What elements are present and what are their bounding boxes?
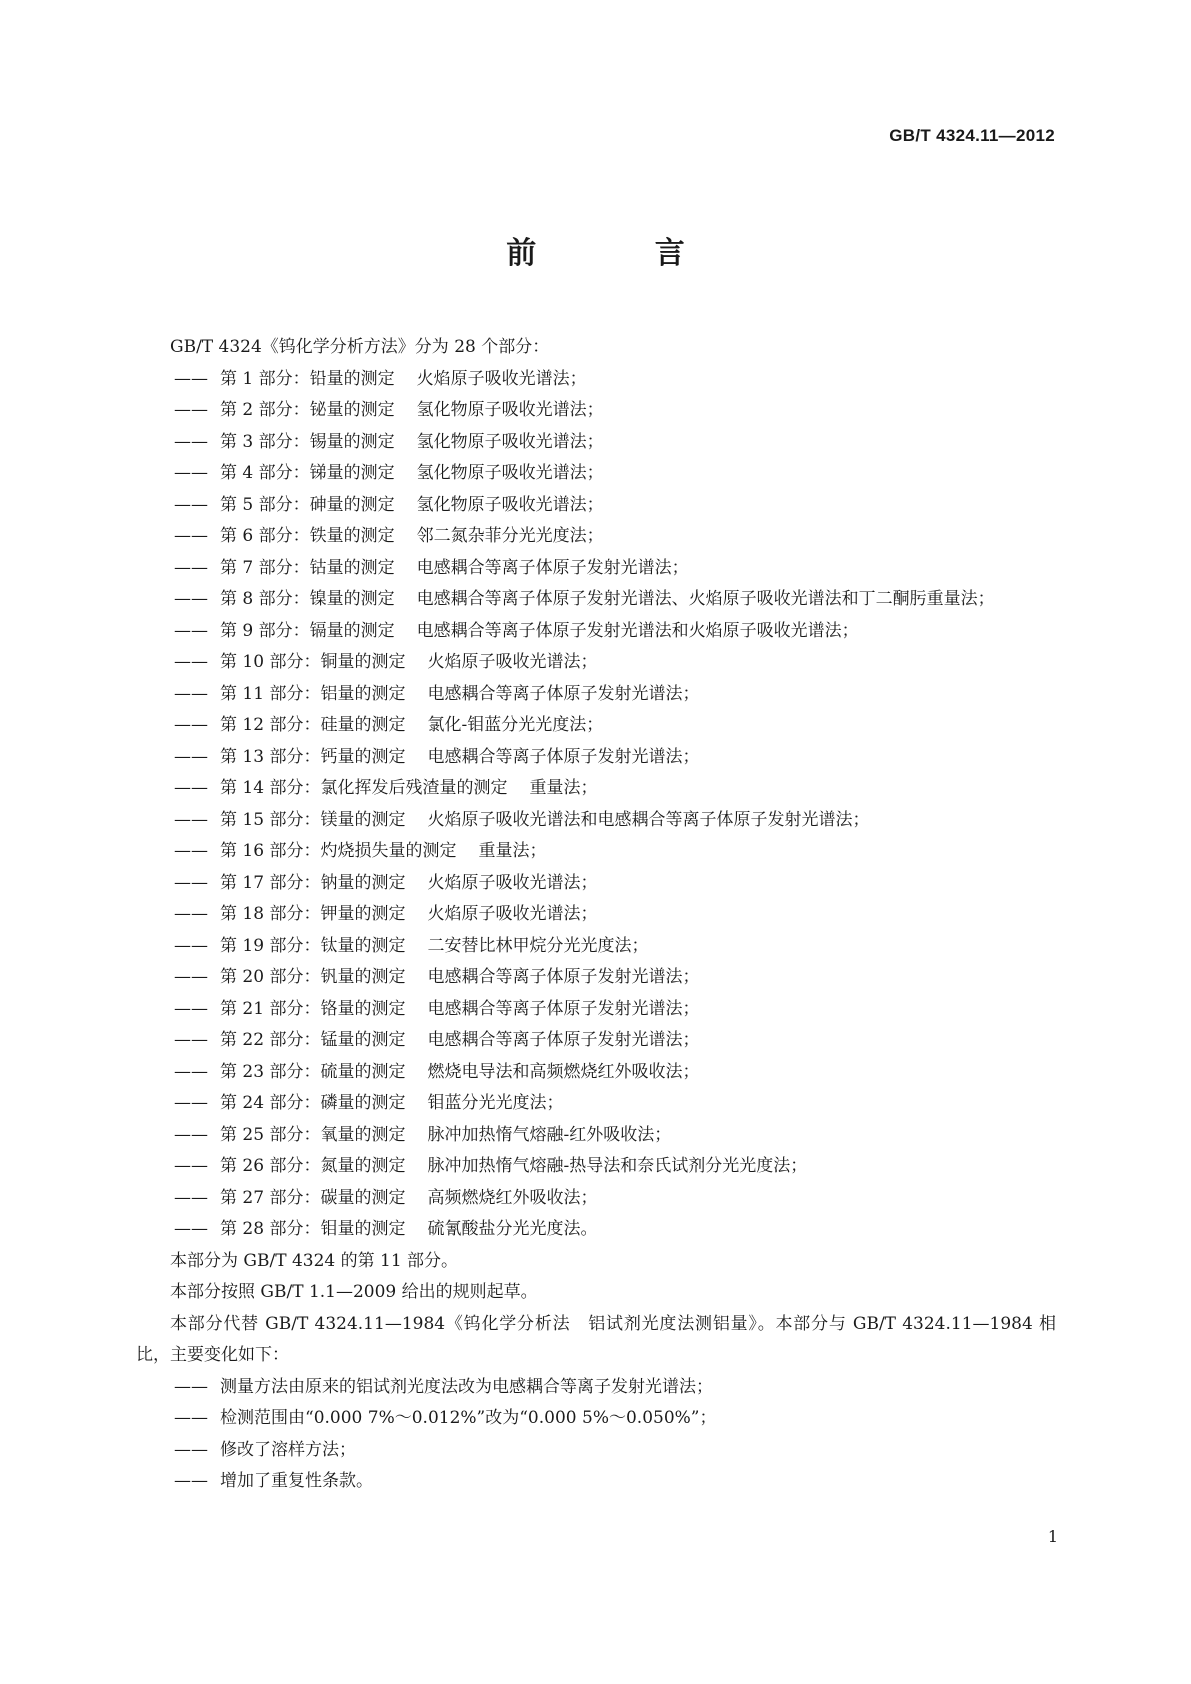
list-dash: —— [174, 589, 208, 609]
part-method: 电感耦合等离子体原子发射光谱法； [427, 683, 700, 704]
list-item [136, 584, 1056, 616]
list-dash: —— [174, 809, 208, 830]
list-dash: —— [174, 431, 208, 452]
list-item [136, 553, 1056, 585]
list-item [136, 1088, 1056, 1120]
change-text: 测量方法由原来的铝试剂光度法改为电感耦合等离子发射光谱法； [220, 1376, 713, 1397]
part-label: 第 26 部分：氮量的测定 [220, 1156, 406, 1176]
part-method: 氢化物原子吸收光谱法； [416, 494, 604, 515]
list-dash: —— [174, 652, 208, 672]
standard-number: GB/T 4324.11—2012 [889, 126, 1055, 145]
list-item [136, 742, 1056, 774]
list-dash: —— [174, 715, 208, 735]
part-label: 第 23 部分：硫量的测定 [220, 1061, 406, 1082]
part-label: 第 16 部分：灼烧损失量的测定 [220, 841, 457, 861]
part-label: 第 13 部分：钙量的测定 [220, 746, 406, 767]
change-text: 修改了溶样方法； [220, 1439, 356, 1460]
part-method: 电感耦合等离子体原子发射光谱法； [427, 998, 700, 1019]
list-item [136, 994, 1056, 1026]
part-method: 硫氰酸盐分光光度法。 [427, 1219, 598, 1239]
list-dash: —— [174, 1061, 208, 1082]
part-label: 第 25 部分：氧量的测定 [220, 1124, 406, 1145]
list-dash: —— [174, 1093, 208, 1113]
list-item [136, 647, 1056, 679]
list-item [136, 364, 1056, 396]
list-item [136, 836, 1056, 868]
list-dash: —— [174, 935, 208, 956]
part-method: 电感耦合等离子体原子发射光谱法； [427, 746, 700, 767]
list-dash: —— [174, 1030, 208, 1050]
list-dash: —— [174, 368, 208, 389]
list-dash: —— [174, 1124, 208, 1145]
part-method: 氢化物原子吸收光谱法； [416, 463, 604, 483]
part-label: 第 27 部分：碳量的测定 [220, 1187, 406, 1208]
part-label: 第 1 部分：铅量的测定 [220, 368, 395, 389]
list-item [136, 1057, 1056, 1089]
list-dash: —— [174, 1408, 208, 1428]
part-method: 邻二氮杂菲分光光度法； [416, 526, 604, 546]
changes-list [136, 1372, 1056, 1498]
list-dash: —— [174, 494, 208, 515]
intro-paragraph: GB/T 4324《钨化学分析方法》分为 28 个部分： [170, 337, 550, 357]
list-item [136, 427, 1056, 459]
part-method: 电感耦合等离子体原子发射光谱法和火焰原子吸收光谱法； [416, 620, 859, 641]
part-method: 脉冲加热惰气熔融-红外吸收法； [427, 1124, 672, 1145]
list-dash: —— [174, 1156, 208, 1176]
part-label: 第 8 部分：镍量的测定 [220, 589, 395, 609]
part-label: 第 14 部分：氯化挥发后残渣量的测定 [220, 778, 508, 798]
part-method: 燃烧电导法和高频燃烧红外吸收法； [427, 1061, 700, 1082]
part-method: 火焰原子吸收光谱法； [427, 904, 598, 924]
part-label: 第 22 部分：锰量的测定 [220, 1030, 406, 1050]
list-dash: —— [174, 778, 208, 798]
list-dash: —— [174, 746, 208, 767]
part-method: 重量法； [529, 778, 598, 798]
replaces-statement: 本部分代替 GB/T 4324.11—1984《钨化学分析法 铝试剂光度法测铝量》。本部分与 GB/T 4324.11—1984 相比，主要变化如下： [136, 1313, 1056, 1365]
list-dash: —— [174, 400, 208, 420]
list-item [136, 1435, 1056, 1467]
list-item [136, 1151, 1056, 1183]
list-dash: —— [174, 872, 208, 893]
list-item [136, 805, 1056, 837]
part-method: 火焰原子吸收光谱法和电感耦合等离子体原子发射光谱法； [427, 809, 870, 830]
list-item [136, 616, 1056, 648]
page-title: 前 言 [506, 236, 739, 271]
list-item [136, 1372, 1056, 1404]
list-item [136, 1183, 1056, 1215]
part-label: 第 19 部分：钛量的测定 [220, 935, 406, 956]
part-method: 电感耦合等离子体原子发射光谱法； [416, 557, 689, 578]
part-label: 第 28 部分：钼量的测定 [220, 1219, 406, 1239]
part-method: 氯化-钼蓝分光光度法； [427, 715, 604, 735]
part-label: 第 17 部分：钠量的测定 [220, 872, 406, 893]
list-item [136, 773, 1056, 805]
list-dash: —— [174, 998, 208, 1019]
list-item [136, 931, 1056, 963]
change-text: 增加了重复性条款。 [220, 1471, 373, 1491]
list-item [136, 868, 1056, 900]
part-method: 火焰原子吸收光谱法； [427, 652, 598, 672]
list-dash: —— [174, 841, 208, 861]
part-label: 第 21 部分：铬量的测定 [220, 998, 406, 1019]
list-dash: —— [174, 683, 208, 704]
list-dash: —— [174, 1219, 208, 1239]
part-label: 第 18 部分：钾量的测定 [220, 904, 406, 924]
part-label: 第 9 部分：镉量的测定 [220, 620, 395, 641]
part-method: 氢化物原子吸收光谱法； [416, 431, 604, 452]
list-item [136, 899, 1056, 931]
part-method: 高频燃烧红外吸收法； [427, 1187, 598, 1208]
list-item [136, 1466, 1056, 1498]
list-dash: —— [174, 1471, 208, 1491]
part-label: 第 5 部分：砷量的测定 [220, 494, 395, 515]
list-item [136, 1025, 1056, 1057]
list-dash: —— [174, 620, 208, 641]
part-label: 第 20 部分：钒量的测定 [220, 967, 406, 987]
list-item [136, 710, 1056, 742]
list-dash: —— [174, 526, 208, 546]
list-dash: —— [174, 1187, 208, 1208]
list-dash: —— [174, 967, 208, 987]
part-label: 第 6 部分：铁量的测定 [220, 526, 395, 546]
page-number: 1 [1047, 1527, 1058, 1546]
part-method: 氢化物原子吸收光谱法； [416, 400, 604, 420]
list-item [136, 490, 1056, 522]
document-body [136, 332, 1056, 1498]
part-label: 第 2 部分：铋量的测定 [220, 400, 395, 420]
part-method: 钼蓝分光光度法； [427, 1093, 564, 1113]
list-item [136, 1120, 1056, 1152]
part-method: 二安替比林甲烷分光光度法； [427, 935, 649, 956]
part-label: 第 7 部分：钴量的测定 [220, 557, 395, 578]
part-label: 第 11 部分：铝量的测定 [220, 683, 406, 704]
list-item [136, 679, 1056, 711]
part-method: 重量法； [478, 841, 547, 861]
part-label: 第 15 部分：镁量的测定 [220, 809, 406, 830]
list-dash: —— [174, 557, 208, 578]
part-method: 火焰原子吸收光谱法； [427, 872, 598, 893]
list-item [136, 458, 1056, 490]
part-method: 电感耦合等离子体原子发射光谱法； [427, 1030, 700, 1050]
part-method: 电感耦合等离子体原子发射光谱法； [427, 967, 700, 987]
parts-list [136, 364, 1056, 1246]
list-item [136, 521, 1056, 553]
list-dash: —— [174, 463, 208, 483]
drafting-rule-statement: 本部分按照 GB/T 1.1—2009 给出的规则起草。 [170, 1282, 538, 1302]
list-dash: —— [174, 904, 208, 924]
part-label: 第 24 部分：磷量的测定 [220, 1093, 406, 1113]
part-label: 第 3 部分：锡量的测定 [220, 431, 395, 452]
change-text: 检测范围由“0.000 7%～0.012%”改为“0.000 5%～0.050%”； [220, 1408, 717, 1428]
part-label: 第 12 部分：硅量的测定 [220, 715, 406, 735]
list-item [136, 1214, 1056, 1246]
list-item [136, 962, 1056, 994]
part-of-statement: 本部分为 GB/T 4324 的第 11 部分。 [170, 1250, 459, 1271]
part-method: 火焰原子吸收光谱法； [416, 368, 587, 389]
part-label: 第 10 部分：铜量的测定 [220, 652, 406, 672]
list-item [136, 395, 1056, 427]
part-method: 电感耦合等离子体原子发射光谱法、火焰原子吸收光谱法和丁二酮肟重量法； [416, 589, 995, 609]
part-label: 第 4 部分：锑量的测定 [220, 463, 395, 483]
list-dash: —— [174, 1439, 208, 1460]
list-dash: —— [174, 1376, 208, 1397]
part-method: 脉冲加热惰气熔融-热导法和奈氏试剂分光光度法； [427, 1156, 808, 1176]
list-item [136, 1403, 1056, 1435]
